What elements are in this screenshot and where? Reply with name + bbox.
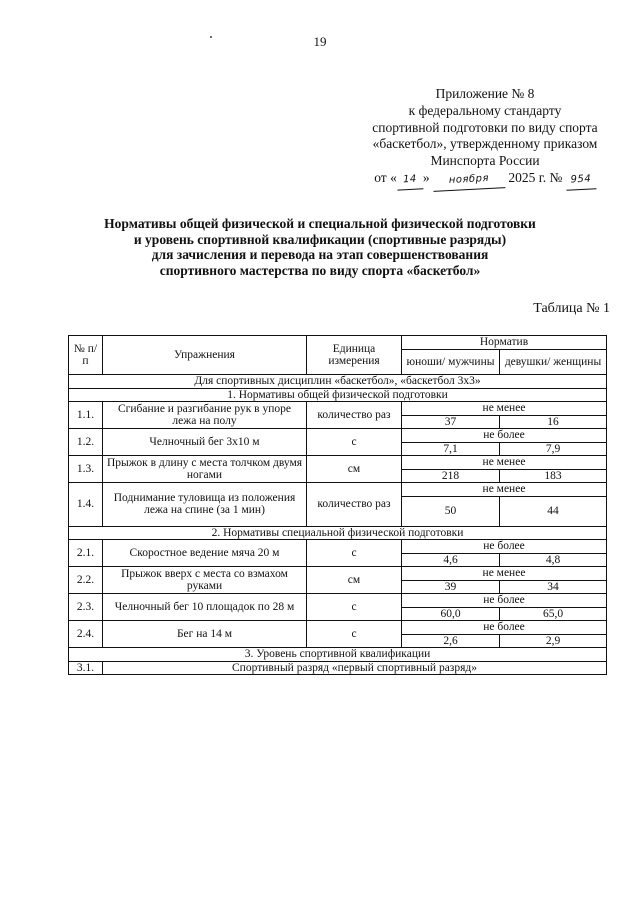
row-condition: не менее <box>402 483 607 497</box>
table-row <box>69 621 607 635</box>
row-unit: с <box>307 429 402 456</box>
appendix-line: Приложение № 8 <box>435 86 535 101</box>
row-male-value: 60,0 <box>402 607 500 621</box>
row-unit: с <box>307 540 402 567</box>
table-row <box>69 594 607 608</box>
row-male-value: 2,6 <box>402 634 500 648</box>
row-female-value: 44 <box>500 496 607 526</box>
date-mid: » <box>422 169 430 185</box>
row-female-value: 2,9 <box>500 634 607 648</box>
row-num: 2.3. <box>69 594 103 621</box>
title-line: и уровень спортивной квалификации (спортивные разряды) <box>133 231 507 247</box>
row-male-value: 4,6 <box>402 553 500 567</box>
section-heading: 1. Нормативы общей физической подготовки <box>69 388 607 402</box>
table-row <box>69 540 607 554</box>
title-line: спортивного мастерства по виду спорта «баскетбол» <box>159 262 481 278</box>
document-title <box>40 216 600 278</box>
table-row <box>69 483 607 497</box>
header-norm: Норматив <box>402 336 607 350</box>
row-num: 1.4. <box>69 483 103 527</box>
row-male-value: 37 <box>402 415 500 429</box>
row-unit: количество раз <box>307 402 402 429</box>
appendix-line: «баскетбол», утвержденному приказом <box>372 136 598 152</box>
appendix-line: спортивной подготовки по виду спорта <box>372 119 598 135</box>
title-line: Нормативы общей физической и специальной физической подготовки <box>104 216 536 231</box>
row-exercise: Бег на 14 м <box>103 621 307 648</box>
handwritten-order-number: 954 <box>565 171 596 190</box>
row-condition: не более <box>402 540 607 554</box>
row-exercise: Челночный бег 10 площадок по 28 м <box>103 594 307 621</box>
row-male-value: 39 <box>402 580 500 594</box>
row-condition: не менее <box>402 456 607 470</box>
row-unit: количество раз <box>307 483 402 527</box>
handwritten-day: 14 <box>396 171 423 190</box>
row-exercise: Сгибание и разгибание рук в упоре лежа на полу <box>103 402 307 429</box>
row-num: 2.2. <box>69 567 103 594</box>
row-female-value: 16 <box>500 415 607 429</box>
section-heading: 3. Уровень спортивной квалификации <box>69 648 607 662</box>
row-male-value: 7,1 <box>402 442 500 456</box>
table-row <box>69 567 607 581</box>
table-row <box>69 661 607 675</box>
header-male: юноши/ мужчины <box>402 350 500 375</box>
row-male-value: 218 <box>402 469 500 483</box>
header-female: девушки/ женщины <box>500 350 607 375</box>
row-num: 2.4. <box>69 621 103 648</box>
table-row <box>69 456 607 470</box>
row-female-value: 183 <box>500 469 607 483</box>
row-exercise: Скоростное ведение мяча 20 м <box>103 540 307 567</box>
handwritten-month: ноября <box>433 170 506 192</box>
row-unit: см <box>307 456 402 483</box>
date-year: 2025 г. № <box>508 169 563 185</box>
row-unit: см <box>307 567 402 594</box>
row-male-value: 50 <box>402 496 500 526</box>
row-exercise: Прыжок вверх с места со взмахом руками <box>103 567 307 594</box>
row-unit: с <box>307 621 402 648</box>
header-unit: Единица измерения <box>307 336 402 375</box>
page-number: 19 <box>313 34 327 49</box>
row-female-value: 65,0 <box>500 607 607 621</box>
row-female-value: 7,9 <box>500 442 607 456</box>
row-num: 2.1. <box>69 540 103 567</box>
row-female-value: 4,8 <box>500 553 607 567</box>
row-unit: с <box>307 594 402 621</box>
row-exercise: Прыжок в длину с места толчком двумя ногами <box>103 456 307 483</box>
row-num: 1.3. <box>69 456 103 483</box>
row-condition: не более <box>402 594 607 608</box>
row-condition: не менее <box>402 567 607 581</box>
row-num: 3.1. <box>69 661 103 675</box>
appendix-line: к федеральному стандарту <box>408 102 562 118</box>
disciplines-row: Для спортивных дисциплин «баскетбол», «баскетбол 3x3» <box>69 375 607 389</box>
table-caption: Таблица № 1 <box>533 301 610 316</box>
row-female-value: 34 <box>500 580 607 594</box>
section-heading: 2. Нормативы специальной физической подготовки <box>69 526 607 540</box>
appendix-header <box>350 86 620 190</box>
table-row <box>69 402 607 416</box>
appendix-line: Минспорта России <box>430 153 540 169</box>
title-line: для зачисления и перевода на этап совершенствования <box>151 247 489 262</box>
table-row <box>69 429 607 443</box>
order-date-line <box>350 170 620 190</box>
date-prefix: от « <box>374 169 397 185</box>
row-num: 1.2. <box>69 429 103 456</box>
row-qualification: Спортивный разряд «первый спортивный разряд» <box>103 661 607 675</box>
header-num: № п/п <box>69 336 103 375</box>
row-exercise: Челночный бег 3x10 м <box>103 429 307 456</box>
row-exercise: Поднимание туловища из положения лежа на спине (за 1 мин) <box>103 483 307 527</box>
row-num: 1.1. <box>69 402 103 429</box>
row-condition: не более <box>402 429 607 443</box>
standards-table <box>68 335 607 675</box>
row-condition: не менее <box>402 402 607 416</box>
header-exercise: Упражнения <box>103 336 307 375</box>
row-condition: не более <box>402 621 607 635</box>
